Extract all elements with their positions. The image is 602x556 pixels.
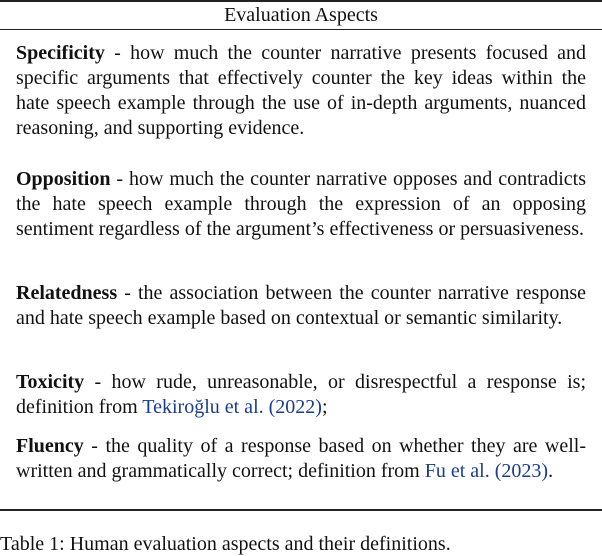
aspect-definition: - the association between the counter narrative response and hate speech example based on contextual or semantic similarity. <box>16 282 586 329</box>
aspect-toxicity <box>16 370 586 420</box>
aspect-definition: - the quality of a response based on whether they are well-written and grammatically correct; definition from <box>16 435 586 482</box>
aspect-term: Fluency <box>16 435 84 457</box>
aspect-definition: - how much the counter narrative opposes and contradicts the hate speech example through the expression of an opposing sentiment regardless of the argument’s effectiveness or persuasiveness. <box>16 168 586 240</box>
citation-link[interactable]: Tekiroğlu et al. (2022) <box>142 396 322 418</box>
aspect-opposition <box>16 167 586 242</box>
aspect-definition: - how rude, unreasonable, or disrespectful a response is; definition from <box>16 371 586 418</box>
aspect-specificity <box>16 41 586 141</box>
aspect-suffix: . <box>548 460 554 482</box>
table-header: Evaluation Aspects <box>224 4 378 26</box>
aspect-fluency <box>16 434 586 484</box>
aspect-term: Specificity <box>16 42 105 64</box>
aspect-term: Relatedness <box>16 282 118 304</box>
aspect-term: Toxicity <box>16 371 85 393</box>
aspect-suffix: ; <box>321 396 328 418</box>
bottom-rule <box>0 509 602 511</box>
header-rule <box>0 29 602 30</box>
aspect-definition: - how much the counter narrative presents focused and specific arguments that effectively counter the key ideas within the hate speech example through the use of in-depth arguments, nuanced reasoning, and supporting evidence. <box>16 42 586 139</box>
top-rule <box>0 0 602 2</box>
aspect-relatedness <box>16 281 586 331</box>
citation-link[interactable]: Fu et al. (2023) <box>424 460 549 482</box>
table-caption: Table 1: Human evaluation aspects and their definitions. <box>0 533 451 555</box>
aspect-term: Opposition <box>16 168 111 190</box>
